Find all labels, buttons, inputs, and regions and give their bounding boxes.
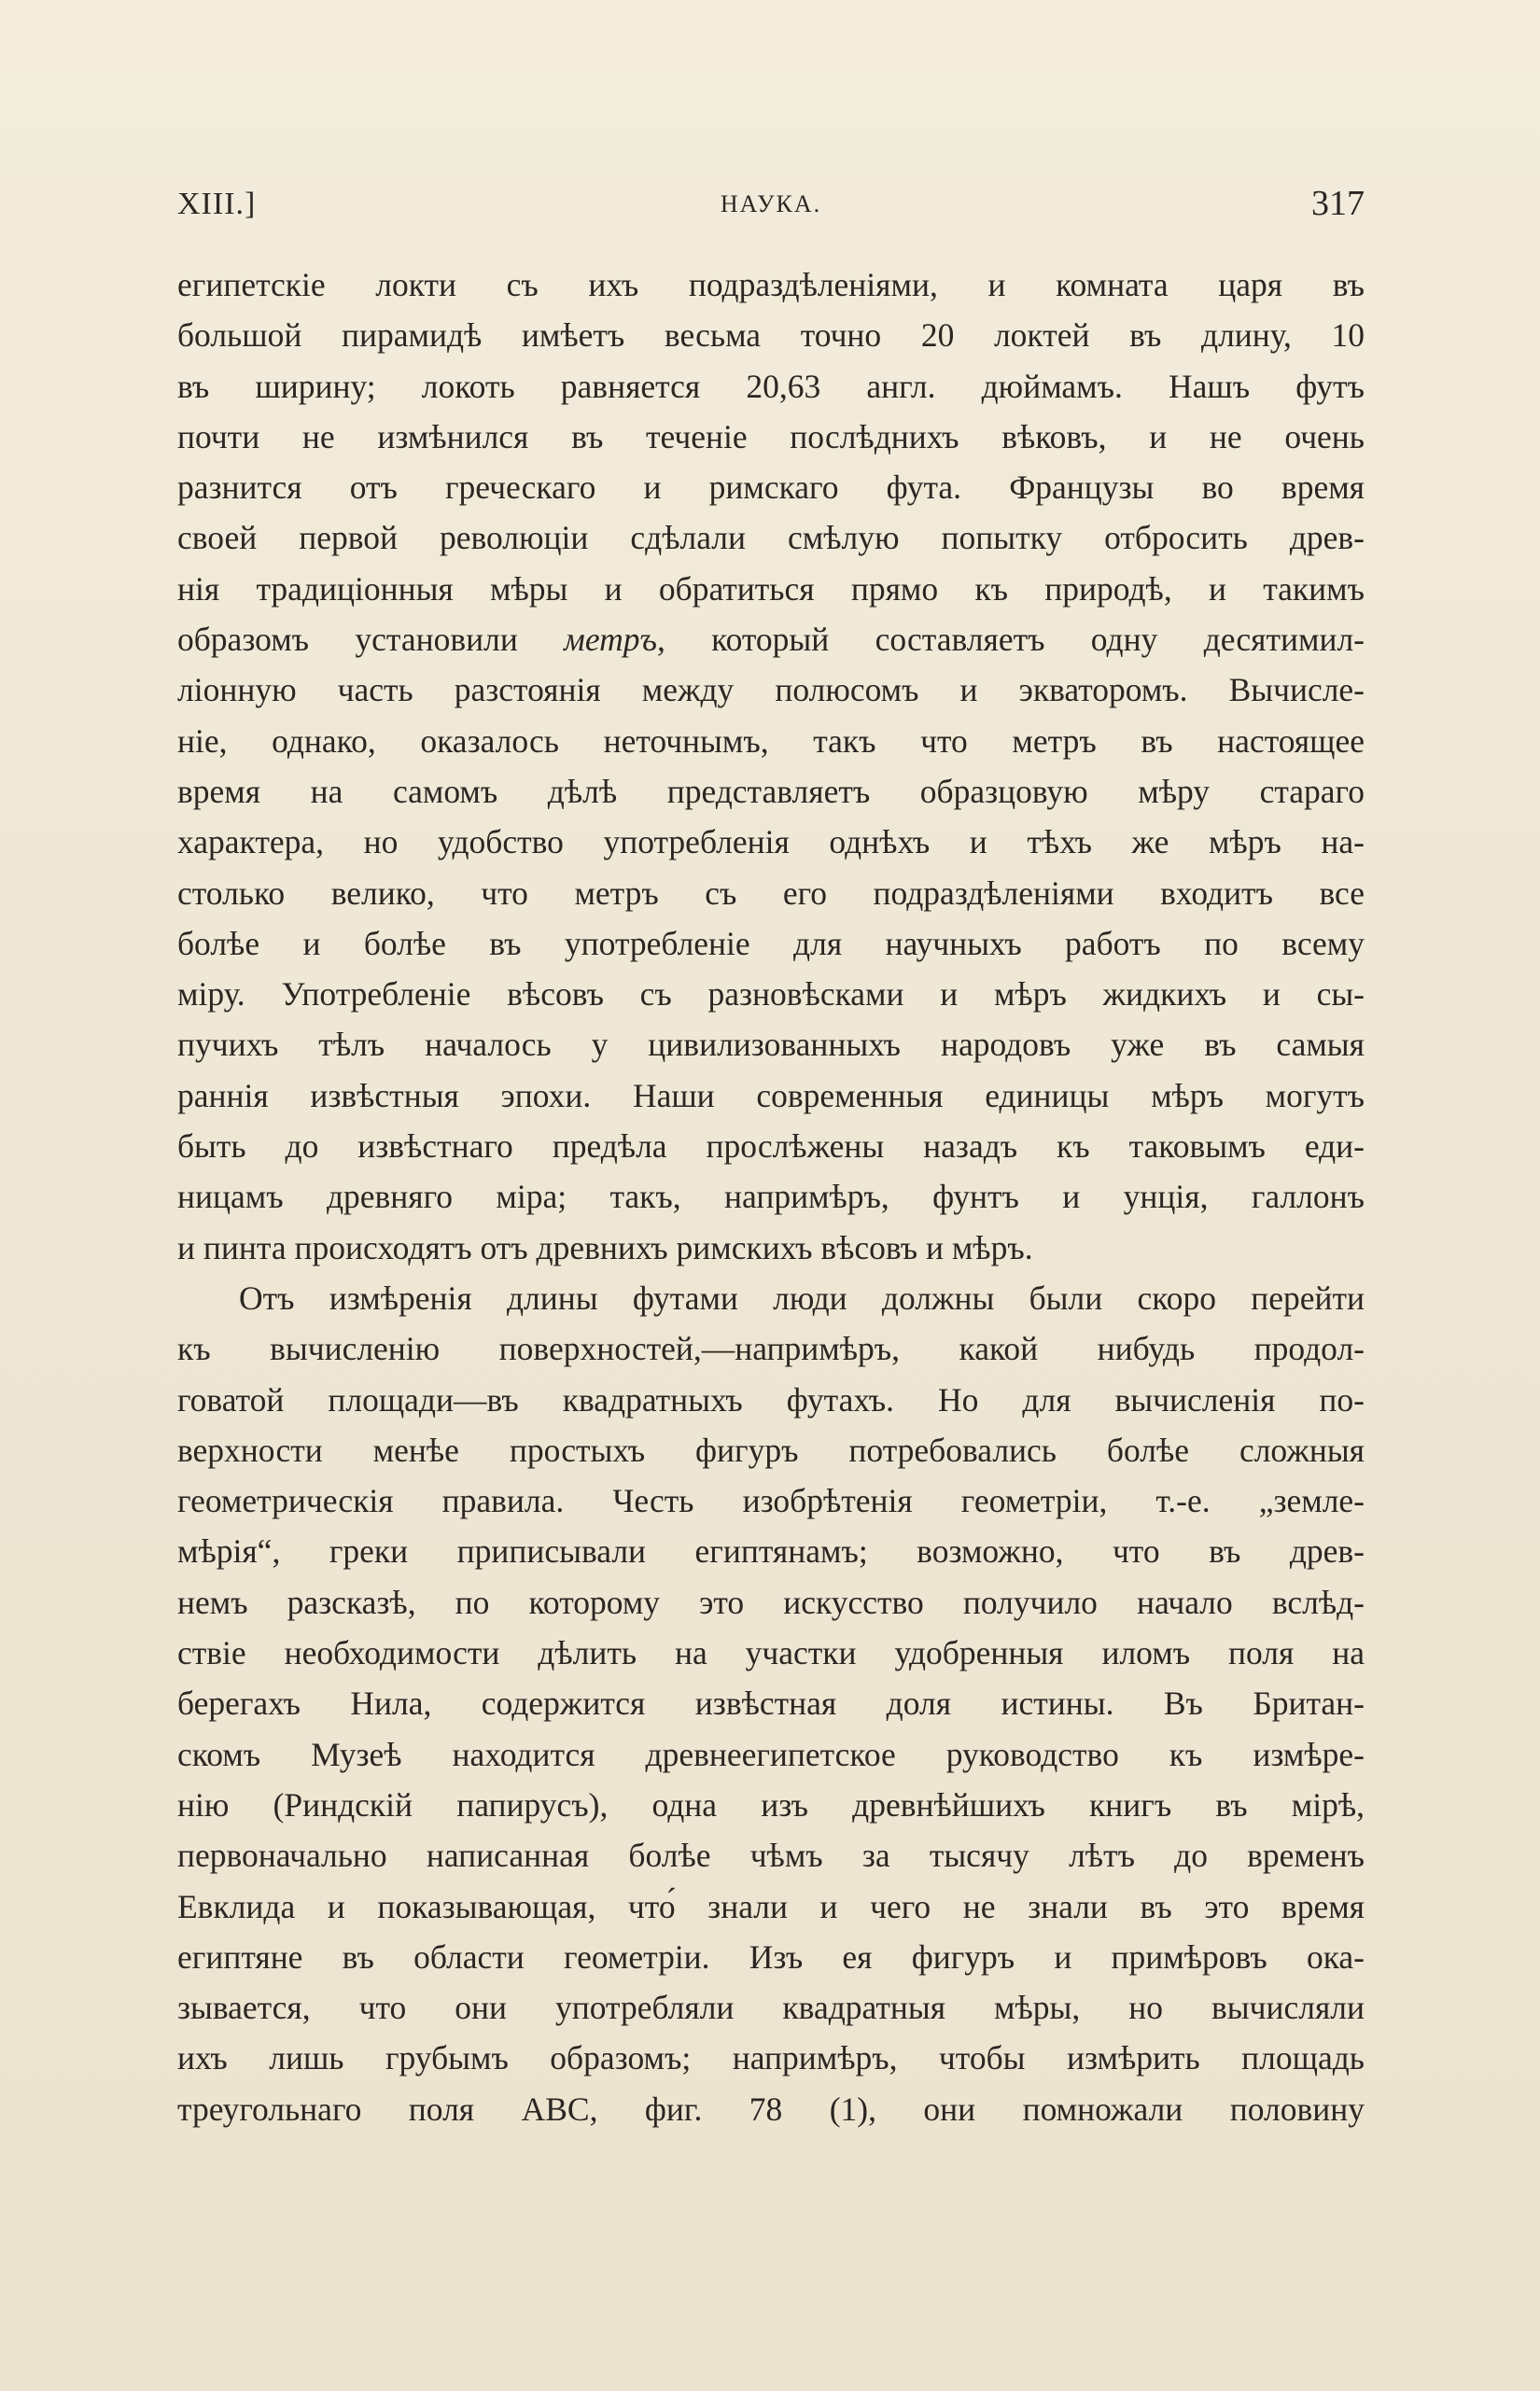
text-line: немъ разсказѣ, по которому это искусство получило начало вслѣд- <box>177 1583 1365 1621</box>
text-line: скомъ Музеѣ находится древнеегипетское руководство къ измѣре- <box>177 1735 1365 1773</box>
text-line: зывается, что они употребляли квадратныя мѣры, но вычисляли <box>177 1989 1365 2027</box>
text-line: берегахъ Нила, содержится извѣстная доля истины. Въ Британ- <box>177 1685 1365 1723</box>
text-line: ихъ лишь грубымъ образомъ; напримѣръ, чтобы измѣрить площадь <box>177 2039 1365 2077</box>
text-line: и пинта происходятъ отъ древнихъ римскихъ вѣсовъ и мѣръ. <box>177 1228 1033 1266</box>
text-line: нію (Риндскій папирусъ), одна изъ древнѣйшихъ книгъ въ мірѣ, <box>177 1785 1365 1824</box>
text-line: треугольнаго поля ABC, фиг. 78 (1), они помножали половину <box>177 2090 1365 2128</box>
text-line: разнится отъ греческаго и римскаго фута. Французы во время <box>177 468 1365 507</box>
text-line: Отъ измѣренія длины футами люди должны были скоро перейти <box>239 1279 1365 1317</box>
text-line: къ вычисленію поверхностей,—напримѣръ, какой нибудь продол- <box>177 1330 1365 1368</box>
text-line: болѣе и болѣе въ употребленіе для научныхъ работъ по всему <box>177 924 1365 962</box>
running-header <box>177 177 1365 233</box>
chapter-number: XIII.] <box>177 187 257 221</box>
text-line: своей первой революціи сдѣлали смѣлую попытку отбросить древ- <box>177 519 1365 557</box>
text-line: ніе, однако, оказалось неточнымъ, такъ что метръ въ настоящее <box>177 721 1365 760</box>
text-line: почти не измѣнился въ теченіе послѣднихъ вѣковъ, и не очень <box>177 417 1365 455</box>
text-line: говатой площади—въ квадратныхъ футахъ. Но для вычисленія по- <box>177 1380 1365 1419</box>
text-line: египетскіе локти съ ихъ подраздѣленіями, и комната царя въ <box>177 266 1365 303</box>
text-line: большой пирамидѣ имѣетъ весьма точно 20 локтей въ длину, 10 <box>177 316 1365 355</box>
text-line: время на самомъ дѣлѣ представляетъ образцовую мѣру стараго <box>177 772 1365 810</box>
text-line: столько велико, что метръ съ его подраздѣленіями входитъ все <box>177 874 1365 912</box>
body-text <box>177 259 1365 2134</box>
text-line: раннія извѣстныя эпохи. Наши современныя единицы мѣръ могутъ <box>177 1076 1365 1114</box>
text-line: ницамъ древняго міра; такъ, напримѣръ, фунтъ и унція, галлонъ <box>177 1178 1365 1216</box>
text-line: египтяне въ области геометріи. Изъ ея фигуръ и примѣровъ ока- <box>177 1937 1365 1976</box>
text-line: ліонную часть разстоянія между полюсомъ и экваторомъ. Вычисле- <box>177 671 1365 709</box>
text-line: верхности менѣе простыхъ фигуръ потребовались болѣе сложныя <box>177 1431 1365 1469</box>
text-line: первоначально написанная болѣе чѣмъ за тысячу лѣтъ до временъ <box>177 1837 1365 1875</box>
text-line: въ ширину; локоть равняется 20,63 англ. дюймамъ. Нашъ футъ <box>177 367 1365 405</box>
text-line: нія традиціонныя мѣры и обратиться прямо къ природѣ, и такимъ <box>177 569 1365 608</box>
text-line: геометрическія правила. Честь изобрѣтенія геометріи, т.-е. „земле- <box>177 1482 1365 1520</box>
text-line: быть до извѣстнаго предѣла прослѣжены назадъ къ таковымъ еди- <box>177 1127 1365 1166</box>
text-line: ствіе необходимости дѣлить на участки удобренныя иломъ поля на <box>177 1634 1365 1672</box>
page-number: 317 <box>1311 184 1365 223</box>
text-line: міру. Употребленіе вѣсовъ съ разновѣсками и мѣръ жидкихъ и сы- <box>177 975 1365 1014</box>
text-line: пучихъ тѣлъ началось у цивилизованныхъ народовъ уже въ самыя <box>177 1026 1365 1064</box>
running-title: НАУКА. <box>720 190 822 217</box>
text-line: мѣрія“, греки приписывали египтянамъ; возможно, что въ древ- <box>177 1532 1365 1571</box>
text-line: образомъ установили метръ, который составляетъ одну десятимил- <box>177 621 1365 659</box>
text-line: характера, но удобство употребленія однѣхъ и тѣхъ же мѣръ на- <box>177 823 1365 861</box>
text-line: Евклида и показывающая, что́ знали и чего не знали въ это время <box>177 1887 1365 1925</box>
